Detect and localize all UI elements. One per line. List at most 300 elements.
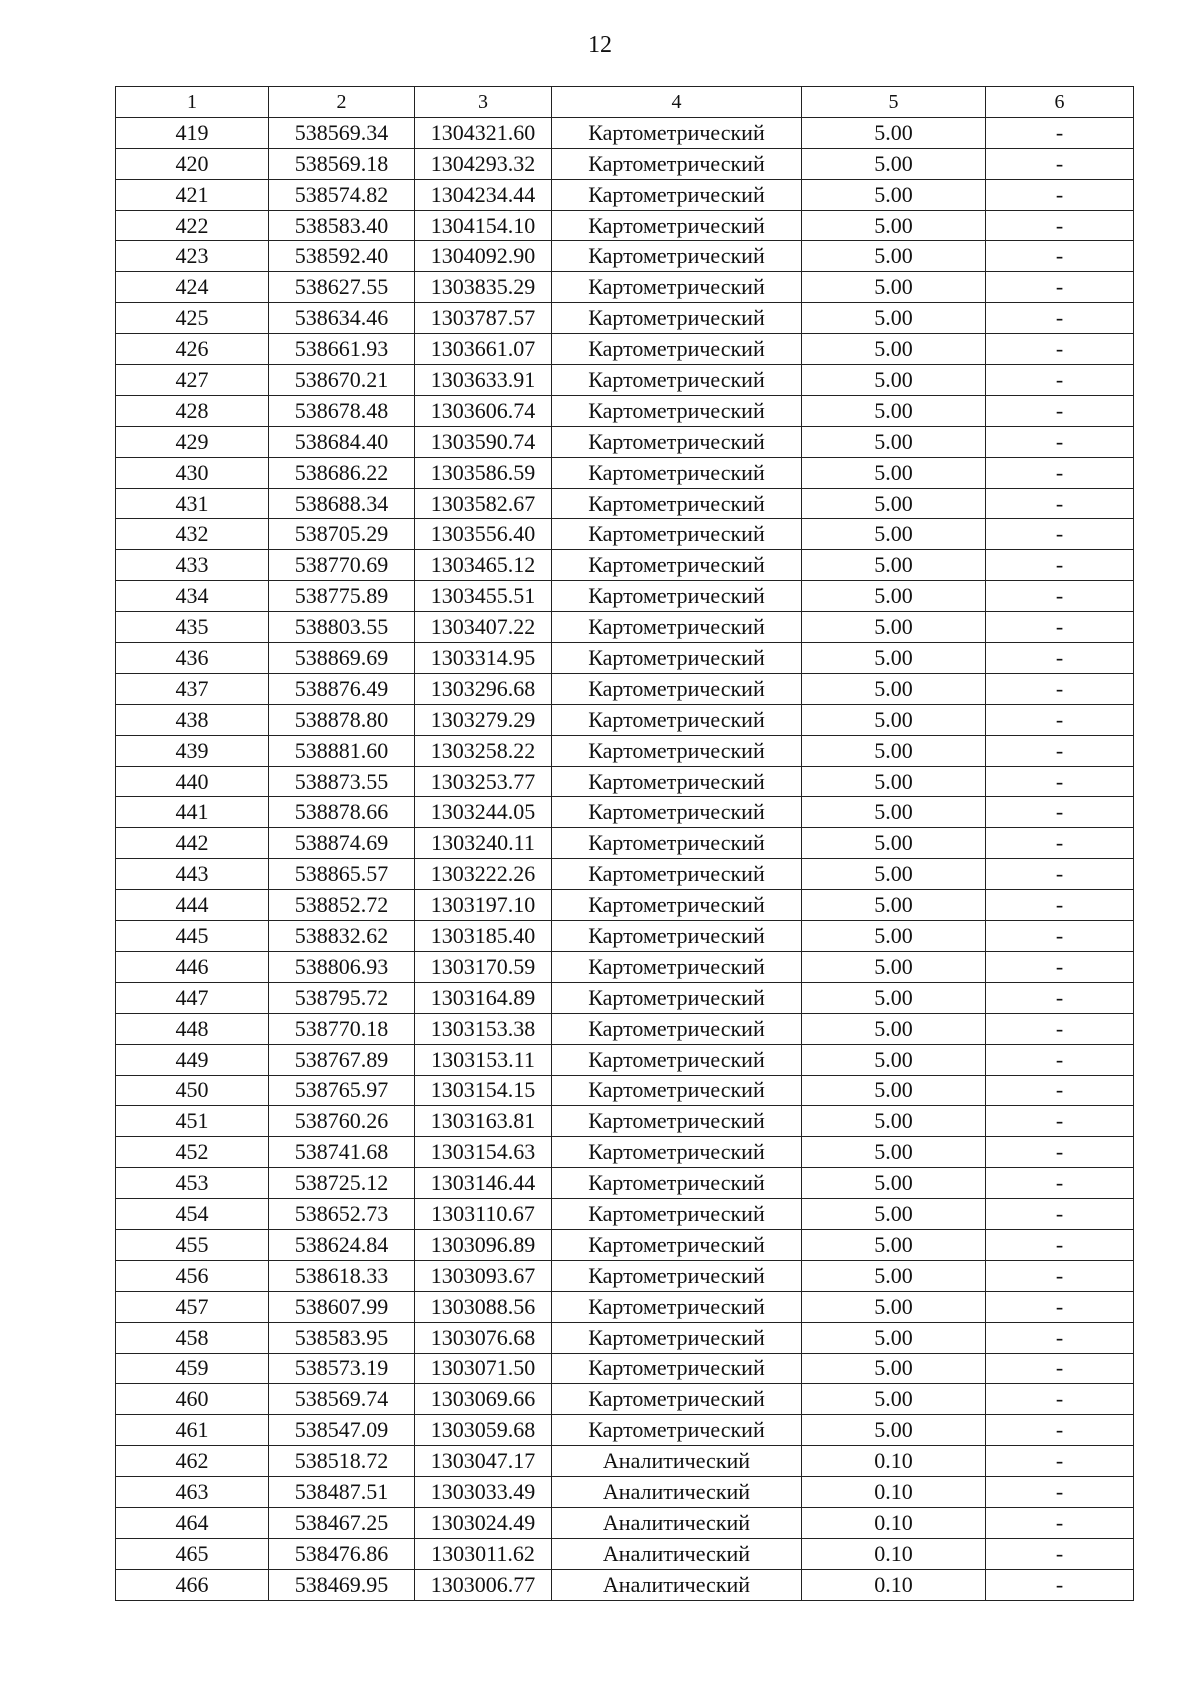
x-coordinate-cell: 538865.57	[269, 859, 415, 890]
note-cell: -	[986, 859, 1134, 890]
accuracy-cell: 5.00	[802, 1260, 986, 1291]
accuracy-cell: 5.00	[802, 148, 986, 179]
accuracy-cell: 5.00	[802, 1415, 986, 1446]
method-cell: Картометрический	[552, 1168, 802, 1199]
table-row	[116, 890, 1134, 921]
table-row	[116, 241, 1134, 272]
y-coordinate-cell: 1303093.67	[415, 1260, 552, 1291]
point-number-cell: 435	[116, 612, 269, 643]
table-row	[116, 859, 1134, 890]
accuracy-cell: 5.00	[802, 179, 986, 210]
accuracy-cell: 5.00	[802, 1353, 986, 1384]
method-cell: Картометрический	[552, 1075, 802, 1106]
column-header: 3	[415, 87, 552, 118]
x-coordinate-cell: 538569.74	[269, 1384, 415, 1415]
method-cell: Картометрический	[552, 179, 802, 210]
method-cell: Картометрический	[552, 488, 802, 519]
y-coordinate-cell: 1303024.49	[415, 1507, 552, 1538]
x-coordinate-cell: 538765.97	[269, 1075, 415, 1106]
point-number-cell: 425	[116, 303, 269, 334]
method-cell: Картометрический	[552, 426, 802, 457]
note-cell: -	[986, 1137, 1134, 1168]
accuracy-cell: 5.00	[802, 1075, 986, 1106]
x-coordinate-cell: 538686.22	[269, 457, 415, 488]
y-coordinate-cell: 1303222.26	[415, 859, 552, 890]
point-number-cell: 427	[116, 365, 269, 396]
table-row	[116, 1538, 1134, 1569]
accuracy-cell: 5.00	[802, 890, 986, 921]
x-coordinate-cell: 538634.46	[269, 303, 415, 334]
method-cell: Картометрический	[552, 1322, 802, 1353]
table-row	[116, 1137, 1134, 1168]
point-number-cell: 431	[116, 488, 269, 519]
x-coordinate-cell: 538569.18	[269, 148, 415, 179]
note-cell: -	[986, 982, 1134, 1013]
table-row	[116, 550, 1134, 581]
x-coordinate-cell: 538770.18	[269, 1013, 415, 1044]
table-row	[116, 1106, 1134, 1137]
point-number-cell: 442	[116, 828, 269, 859]
coordinates-table	[115, 86, 1134, 1601]
point-number-cell: 451	[116, 1106, 269, 1137]
point-number-cell: 437	[116, 673, 269, 704]
x-coordinate-cell: 538775.89	[269, 581, 415, 612]
method-cell: Картометрический	[552, 921, 802, 952]
method-cell: Аналитический	[552, 1569, 802, 1600]
method-cell: Картометрический	[552, 828, 802, 859]
point-number-cell: 420	[116, 148, 269, 179]
table-body	[116, 117, 1134, 1600]
y-coordinate-cell: 1303787.57	[415, 303, 552, 334]
accuracy-cell: 5.00	[802, 735, 986, 766]
note-cell: -	[986, 766, 1134, 797]
note-cell: -	[986, 1384, 1134, 1415]
note-cell: -	[986, 581, 1134, 612]
note-cell: -	[986, 241, 1134, 272]
point-number-cell: 426	[116, 334, 269, 365]
table-row	[116, 982, 1134, 1013]
table-row	[116, 1291, 1134, 1322]
table-row	[116, 1415, 1134, 1446]
y-coordinate-cell: 1303407.22	[415, 612, 552, 643]
table-row	[116, 581, 1134, 612]
note-cell: -	[986, 612, 1134, 643]
method-cell: Картометрический	[552, 395, 802, 426]
table-row	[116, 797, 1134, 828]
table-row	[116, 1477, 1134, 1508]
x-coordinate-cell: 538741.68	[269, 1137, 415, 1168]
point-number-cell: 448	[116, 1013, 269, 1044]
table-row	[116, 1446, 1134, 1477]
note-cell: -	[986, 890, 1134, 921]
x-coordinate-cell: 538770.69	[269, 550, 415, 581]
x-coordinate-cell: 538592.40	[269, 241, 415, 272]
method-cell: Картометрический	[552, 457, 802, 488]
y-coordinate-cell: 1303069.66	[415, 1384, 552, 1415]
y-coordinate-cell: 1304293.32	[415, 148, 552, 179]
note-cell: -	[986, 488, 1134, 519]
note-cell: -	[986, 1168, 1134, 1199]
y-coordinate-cell: 1303835.29	[415, 272, 552, 303]
point-number-cell: 433	[116, 550, 269, 581]
y-coordinate-cell: 1303586.59	[415, 457, 552, 488]
point-number-cell: 465	[116, 1538, 269, 1569]
method-cell: Картометрический	[552, 859, 802, 890]
point-number-cell: 463	[116, 1477, 269, 1508]
point-number-cell: 441	[116, 797, 269, 828]
note-cell: -	[986, 1507, 1134, 1538]
accuracy-cell: 5.00	[802, 1168, 986, 1199]
table-row	[116, 643, 1134, 674]
method-cell: Картометрический	[552, 581, 802, 612]
note-cell: -	[986, 1322, 1134, 1353]
accuracy-cell: 5.00	[802, 457, 986, 488]
note-cell: -	[986, 1477, 1134, 1508]
x-coordinate-cell: 538874.69	[269, 828, 415, 859]
y-coordinate-cell: 1303633.91	[415, 365, 552, 396]
accuracy-cell: 5.00	[802, 982, 986, 1013]
note-cell: -	[986, 457, 1134, 488]
point-number-cell: 454	[116, 1199, 269, 1230]
note-cell: -	[986, 519, 1134, 550]
method-cell: Картометрический	[552, 550, 802, 581]
point-number-cell: 438	[116, 704, 269, 735]
accuracy-cell: 5.00	[802, 426, 986, 457]
x-coordinate-cell: 538670.21	[269, 365, 415, 396]
note-cell: -	[986, 673, 1134, 704]
point-number-cell: 461	[116, 1415, 269, 1446]
y-coordinate-cell: 1303170.59	[415, 951, 552, 982]
point-number-cell: 429	[116, 426, 269, 457]
table-row	[116, 1168, 1134, 1199]
accuracy-cell: 5.00	[802, 1229, 986, 1260]
point-number-cell: 458	[116, 1322, 269, 1353]
accuracy-cell: 5.00	[802, 519, 986, 550]
y-coordinate-cell: 1303154.63	[415, 1137, 552, 1168]
method-cell: Картометрический	[552, 272, 802, 303]
method-cell: Картометрический	[552, 1384, 802, 1415]
x-coordinate-cell: 538487.51	[269, 1477, 415, 1508]
x-coordinate-cell: 538869.69	[269, 643, 415, 674]
accuracy-cell: 5.00	[802, 1013, 986, 1044]
accuracy-cell: 0.10	[802, 1538, 986, 1569]
accuracy-cell: 5.00	[802, 488, 986, 519]
table-row	[116, 612, 1134, 643]
note-cell: -	[986, 426, 1134, 457]
table-row	[116, 519, 1134, 550]
table-row	[116, 426, 1134, 457]
table-row	[116, 334, 1134, 365]
y-coordinate-cell: 1303582.67	[415, 488, 552, 519]
method-cell: Картометрический	[552, 334, 802, 365]
note-cell: -	[986, 334, 1134, 365]
table-row	[116, 1075, 1134, 1106]
accuracy-cell: 5.00	[802, 395, 986, 426]
y-coordinate-cell: 1303153.38	[415, 1013, 552, 1044]
accuracy-cell: 5.00	[802, 612, 986, 643]
point-number-cell: 428	[116, 395, 269, 426]
table-row	[116, 704, 1134, 735]
method-cell: Картометрический	[552, 797, 802, 828]
table-row	[116, 828, 1134, 859]
x-coordinate-cell: 538832.62	[269, 921, 415, 952]
point-number-cell: 419	[116, 117, 269, 148]
note-cell: -	[986, 1353, 1134, 1384]
x-coordinate-cell: 538573.19	[269, 1353, 415, 1384]
y-coordinate-cell: 1303279.29	[415, 704, 552, 735]
accuracy-cell: 5.00	[802, 921, 986, 952]
method-cell: Аналитический	[552, 1507, 802, 1538]
method-cell: Аналитический	[552, 1446, 802, 1477]
y-coordinate-cell: 1304321.60	[415, 117, 552, 148]
method-cell: Картометрический	[552, 982, 802, 1013]
method-cell: Картометрический	[552, 1353, 802, 1384]
x-coordinate-cell: 538652.73	[269, 1199, 415, 1230]
x-coordinate-cell: 538583.40	[269, 210, 415, 241]
accuracy-cell: 5.00	[802, 581, 986, 612]
method-cell: Картометрический	[552, 148, 802, 179]
accuracy-cell: 5.00	[802, 643, 986, 674]
x-coordinate-cell: 538878.80	[269, 704, 415, 735]
y-coordinate-cell: 1303455.51	[415, 581, 552, 612]
x-coordinate-cell: 538852.72	[269, 890, 415, 921]
accuracy-cell: 0.10	[802, 1507, 986, 1538]
table-row	[116, 1569, 1134, 1600]
y-coordinate-cell: 1303164.89	[415, 982, 552, 1013]
table-row	[116, 735, 1134, 766]
method-cell: Картометрический	[552, 951, 802, 982]
note-cell: -	[986, 179, 1134, 210]
method-cell: Картометрический	[552, 1229, 802, 1260]
column-header: 6	[986, 87, 1134, 118]
accuracy-cell: 5.00	[802, 673, 986, 704]
x-coordinate-cell: 538547.09	[269, 1415, 415, 1446]
note-cell: -	[986, 951, 1134, 982]
y-coordinate-cell: 1303197.10	[415, 890, 552, 921]
point-number-cell: 439	[116, 735, 269, 766]
y-coordinate-cell: 1303590.74	[415, 426, 552, 457]
x-coordinate-cell: 538705.29	[269, 519, 415, 550]
note-cell: -	[986, 148, 1134, 179]
accuracy-cell: 5.00	[802, 1322, 986, 1353]
note-cell: -	[986, 1229, 1134, 1260]
point-number-cell: 459	[116, 1353, 269, 1384]
y-coordinate-cell: 1303047.17	[415, 1446, 552, 1477]
accuracy-cell: 5.00	[802, 1384, 986, 1415]
accuracy-cell: 5.00	[802, 704, 986, 735]
table-row	[116, 766, 1134, 797]
x-coordinate-cell: 538569.34	[269, 117, 415, 148]
x-coordinate-cell: 538467.25	[269, 1507, 415, 1538]
y-coordinate-cell: 1303088.56	[415, 1291, 552, 1322]
point-number-cell: 457	[116, 1291, 269, 1322]
method-cell: Картометрический	[552, 1137, 802, 1168]
method-cell: Картометрический	[552, 210, 802, 241]
x-coordinate-cell: 538878.66	[269, 797, 415, 828]
point-number-cell: 440	[116, 766, 269, 797]
x-coordinate-cell: 538661.93	[269, 334, 415, 365]
point-number-cell: 445	[116, 921, 269, 952]
method-cell: Картометрический	[552, 1013, 802, 1044]
note-cell: -	[986, 1291, 1134, 1322]
method-cell: Картометрический	[552, 365, 802, 396]
table-row	[116, 117, 1134, 148]
point-number-cell: 423	[116, 241, 269, 272]
accuracy-cell: 5.00	[802, 303, 986, 334]
table-row	[116, 1384, 1134, 1415]
accuracy-cell: 5.00	[802, 1044, 986, 1075]
point-number-cell: 443	[116, 859, 269, 890]
table-row	[116, 1199, 1134, 1230]
note-cell: -	[986, 1199, 1134, 1230]
y-coordinate-cell: 1303244.05	[415, 797, 552, 828]
table-row	[116, 1044, 1134, 1075]
method-cell: Картометрический	[552, 303, 802, 334]
x-coordinate-cell: 538618.33	[269, 1260, 415, 1291]
y-coordinate-cell: 1303059.68	[415, 1415, 552, 1446]
table-row	[116, 921, 1134, 952]
accuracy-cell: 5.00	[802, 1291, 986, 1322]
point-number-cell: 462	[116, 1446, 269, 1477]
point-number-cell: 455	[116, 1229, 269, 1260]
accuracy-cell: 5.00	[802, 1106, 986, 1137]
y-coordinate-cell: 1303314.95	[415, 643, 552, 674]
page-number: 12	[588, 32, 612, 58]
method-cell: Картометрический	[552, 519, 802, 550]
method-cell: Картометрический	[552, 673, 802, 704]
method-cell: Картометрический	[552, 735, 802, 766]
table-row	[116, 303, 1134, 334]
y-coordinate-cell: 1303185.40	[415, 921, 552, 952]
y-coordinate-cell: 1303033.49	[415, 1477, 552, 1508]
note-cell: -	[986, 1106, 1134, 1137]
y-coordinate-cell: 1303253.77	[415, 766, 552, 797]
method-cell: Картометрический	[552, 241, 802, 272]
y-coordinate-cell: 1303606.74	[415, 395, 552, 426]
table-row	[116, 210, 1134, 241]
y-coordinate-cell: 1304092.90	[415, 241, 552, 272]
x-coordinate-cell: 538574.82	[269, 179, 415, 210]
y-coordinate-cell: 1303146.44	[415, 1168, 552, 1199]
table-row	[116, 488, 1134, 519]
point-number-cell: 447	[116, 982, 269, 1013]
note-cell: -	[986, 704, 1134, 735]
y-coordinate-cell: 1303296.68	[415, 673, 552, 704]
note-cell: -	[986, 828, 1134, 859]
x-coordinate-cell: 538806.93	[269, 951, 415, 982]
x-coordinate-cell: 538624.84	[269, 1229, 415, 1260]
point-number-cell: 446	[116, 951, 269, 982]
note-cell: -	[986, 272, 1134, 303]
accuracy-cell: 5.00	[802, 797, 986, 828]
y-coordinate-cell: 1303076.68	[415, 1322, 552, 1353]
table-row	[116, 1013, 1134, 1044]
note-cell: -	[986, 643, 1134, 674]
point-number-cell: 456	[116, 1260, 269, 1291]
x-coordinate-cell: 538881.60	[269, 735, 415, 766]
point-number-cell: 430	[116, 457, 269, 488]
accuracy-cell: 5.00	[802, 117, 986, 148]
table-row	[116, 673, 1134, 704]
method-cell: Аналитический	[552, 1538, 802, 1569]
accuracy-cell: 5.00	[802, 1199, 986, 1230]
method-cell: Картометрический	[552, 117, 802, 148]
x-coordinate-cell: 538767.89	[269, 1044, 415, 1075]
y-coordinate-cell: 1304234.44	[415, 179, 552, 210]
y-coordinate-cell: 1304154.10	[415, 210, 552, 241]
point-number-cell: 444	[116, 890, 269, 921]
column-header: 5	[802, 87, 986, 118]
table-row	[116, 272, 1134, 303]
table-header-row	[116, 87, 1134, 118]
y-coordinate-cell: 1303163.81	[415, 1106, 552, 1137]
accuracy-cell: 5.00	[802, 272, 986, 303]
y-coordinate-cell: 1303465.12	[415, 550, 552, 581]
accuracy-cell: 5.00	[802, 365, 986, 396]
point-number-cell: 434	[116, 581, 269, 612]
y-coordinate-cell: 1303556.40	[415, 519, 552, 550]
note-cell: -	[986, 1415, 1134, 1446]
point-number-cell: 464	[116, 1507, 269, 1538]
method-cell: Картометрический	[552, 1291, 802, 1322]
method-cell: Картометрический	[552, 1199, 802, 1230]
x-coordinate-cell: 538476.86	[269, 1538, 415, 1569]
note-cell: -	[986, 1044, 1134, 1075]
note-cell: -	[986, 1075, 1134, 1106]
note-cell: -	[986, 303, 1134, 334]
table-row	[116, 951, 1134, 982]
note-cell: -	[986, 921, 1134, 952]
note-cell: -	[986, 1446, 1134, 1477]
note-cell: -	[986, 395, 1134, 426]
method-cell: Картометрический	[552, 1415, 802, 1446]
y-coordinate-cell: 1303153.11	[415, 1044, 552, 1075]
note-cell: -	[986, 797, 1134, 828]
accuracy-cell: 0.10	[802, 1477, 986, 1508]
note-cell: -	[986, 365, 1134, 396]
x-coordinate-cell: 538518.72	[269, 1446, 415, 1477]
method-cell: Картометрический	[552, 643, 802, 674]
y-coordinate-cell: 1303071.50	[415, 1353, 552, 1384]
x-coordinate-cell: 538688.34	[269, 488, 415, 519]
accuracy-cell: 5.00	[802, 951, 986, 982]
x-coordinate-cell: 538607.99	[269, 1291, 415, 1322]
accuracy-cell: 5.00	[802, 210, 986, 241]
accuracy-cell: 5.00	[802, 828, 986, 859]
y-coordinate-cell: 1303006.77	[415, 1569, 552, 1600]
x-coordinate-cell: 538803.55	[269, 612, 415, 643]
table-row	[116, 1507, 1134, 1538]
point-number-cell: 466	[116, 1569, 269, 1600]
note-cell: -	[986, 117, 1134, 148]
point-number-cell: 422	[116, 210, 269, 241]
column-header: 4	[552, 87, 802, 118]
table-row	[116, 148, 1134, 179]
point-number-cell: 424	[116, 272, 269, 303]
table-row	[116, 1322, 1134, 1353]
x-coordinate-cell: 538684.40	[269, 426, 415, 457]
method-cell: Картометрический	[552, 1260, 802, 1291]
table-row	[116, 365, 1134, 396]
point-number-cell: 421	[116, 179, 269, 210]
y-coordinate-cell: 1303096.89	[415, 1229, 552, 1260]
accuracy-cell: 5.00	[802, 859, 986, 890]
x-coordinate-cell: 538876.49	[269, 673, 415, 704]
accuracy-cell: 5.00	[802, 334, 986, 365]
point-number-cell: 452	[116, 1137, 269, 1168]
x-coordinate-cell: 538627.55	[269, 272, 415, 303]
table-row	[116, 1229, 1134, 1260]
